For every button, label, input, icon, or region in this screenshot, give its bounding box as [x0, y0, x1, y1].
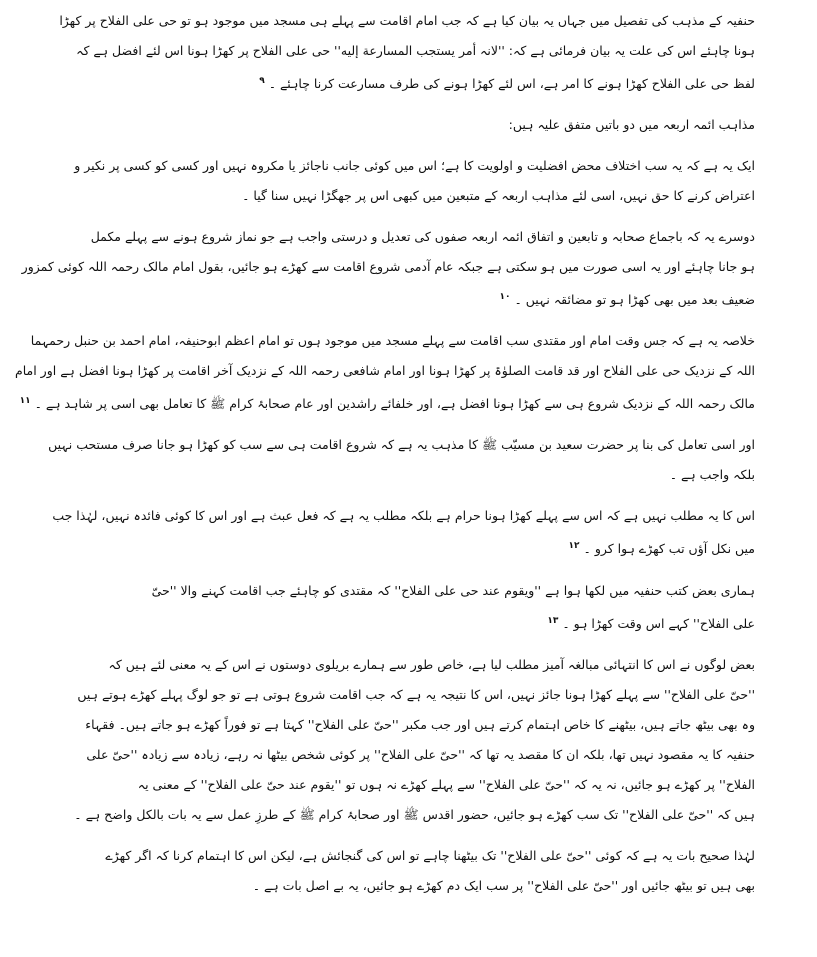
paragraph — [52, 501, 755, 564]
footnote-ref: ۱۱ — [19, 396, 31, 407]
text-line: اس کا یہ مطلب نہیں ہے کہ اس سے پہلے کھڑا ہونا حرام ہے بلکہ مطلب یہ ہے کہ فعل عبث ہے اور اس کا کوئی فائدہ نہیں، لہٰذا جب — [52, 508, 755, 524]
text-line — [62, 606, 755, 639]
text-line: ہیں کہ ''حیّ علی الفلاح'' تک سب کھڑے ہو جائیں، حضور اقدس ﷺ اور صحابۂ کرام ﷺ کے طرزِ عمل سے یہ بات بالکل واضح ہے ۔ — [74, 806, 755, 822]
text-line: ''حیّ علی الفلاح'' سے پہلے کھڑا ہونا جائز نہیں، اس کا نتیجہ یہ ہے کہ جب اقامت شروع ہوتی ہے تو جو لوگ پہلے کھڑے ہوتے ہیں — [77, 686, 755, 702]
text-line-content: لفظ حی علی الفلاح کھڑا ہونے کا امر ہے، اس لئے کھڑا ہونے کی طرف مسارعت کرنا چاہئے ۔ — [268, 76, 755, 92]
text-line: مذاہب ائمہ اربعہ میں دو باتیں متفق علیہ ہیں: — [508, 117, 755, 133]
paragraph — [62, 576, 755, 639]
text-line: لہٰذا صحیح بات یہ ہے کہ کوئی ''حیّ علی الفلاح'' تک بیٹھنا چاہے تو اس کی گنجائش ہے، لیکن اس کا اہتمام کرنا کہ اگر کھڑے — [105, 847, 755, 863]
text-line: بھی ہیں تو بیٹھ جائیں اور ''حیّ علی الفلاح'' پر سب ایک دم کھڑے ہو جائیں، یہ بے اصل بات ہے ۔ — [252, 877, 755, 893]
text-line: وہ بھی بیٹھ جاتے ہیں، بیٹھنے کا خاص اہتمام کرتے ہیں اور جب مکبر ''حیّ علی الفلاح'' کہتا ہے تو فوراً کھڑے ہو جاتے ہیں۔ فقہاء — [85, 716, 755, 732]
footnote-ref: ۹ — [259, 76, 265, 86]
text-line — [62, 282, 755, 315]
paragraph — [21, 222, 755, 315]
text-line-content: علی الفلاح'' کہے اس وقت کھڑا ہو ۔ — [562, 615, 755, 631]
text-line: ہو جانا چاہئے اور یہ اسی صورت میں ہو سکتی ہے جبکہ عام آدمی شروع اقامت سے کھڑے ہو جائیں، بقول امام مالک رحمہ اللہ کوئی کمزور — [21, 259, 755, 275]
paragraph — [62, 841, 755, 901]
text-line: ہماری بعض کتب حنفیہ میں لکھا ہوا ہے ''ویقوم عند حی علی الفلاح'' کہ مقتدی کو چاہئے جب اقامت کہنے والا ''حیّ — [151, 582, 755, 598]
text-line: حنفیہ کے مذہب کی تفصیل میں جہاں یہ بیان کیا ہے کہ جب امام اقامت سے پہلے ہی مسجد میں موجود ہو تو حی علی الفلاح پر کھڑا — [59, 13, 755, 28]
paragraph — [62, 650, 755, 830]
text-line — [19, 386, 755, 419]
text-line: ایک یہ ہے کہ یہ سب اختلاف محض افضلیت و اولویت کا ہے؛ اس میں کوئی جانب ناجائز یا مکروہ نہیں اور کسی کو کسی پر نکیر و — [74, 158, 755, 174]
paragraph — [59, 6, 755, 99]
text-line — [62, 66, 755, 99]
text-line-content: میں نکل آؤں تب کھڑے ہوا کرو ۔ — [583, 541, 755, 557]
paragraph — [62, 151, 755, 211]
text-line: اللہ کے نزدیک حی علی الفلاح اور قد قامت الصلوٰۃ پر کھڑا ہونا اور امام شافعی رحمہ اللہ کے نزدیک آخر اقامت پر کھڑا ہونا افضل ہے اور امام — [14, 363, 755, 379]
text-line: بعض لوگوں نے اس کا انتہائی مبالغہ آمیز مطلب لیا ہے، خاص طور سے ہمارے بریلوی دوستوں نے اس کے یہ معنی لئے ہیں کہ — [108, 656, 755, 672]
text-line — [62, 531, 755, 564]
paragraph — [62, 110, 755, 140]
text-line: حنفیہ کا یہ مقصود نہیں تھا، بلکہ ان کا مقصد یہ تھا کہ ''حیّ علی الفلاح'' پر کوئی شخص بیٹھا نہ رہے، زیادہ سے زیادہ ''حیّ علی — [86, 746, 755, 762]
text-line: ہونا چاہئے اس کی علت یہ بیان فرمائی ہے کہ: ''لانہ أمر یستجب المسارعة إليه'' حی علی الفلاح پر کھڑا ہونا اس لئے افضل ہے کہ — [76, 43, 755, 58]
text-line-content: ضعیف بعد میں بھی کھڑا ہو تو مضائقہ نہیں ۔ — [514, 292, 755, 308]
footnote-ref: ۱۰ — [499, 292, 511, 303]
text-line: دوسرے یہ کہ باجماع صحابہ و تابعین و اتفاق ائمہ اربعہ صفوں کی تعدیل و درستی واجب ہے جو نماز شروع ہونے سے پہلے مکمل — [90, 229, 755, 245]
text-line: بلکہ واجب ہے ۔ — [669, 467, 755, 483]
footnote-ref: ۱۳ — [547, 615, 559, 626]
text-line: خلاصہ یہ ہے کہ جس وقت امام اور مقتدی سب اقامت سے پہلے مسجد میں موجود ہوں تو امام اعظم ابوحنیفہ، امام احمد بن حنبل رحمہما — [30, 333, 755, 349]
footnote-ref: ۱۲ — [568, 541, 580, 552]
text-line: الفلاح'' پر کھڑے ہو جائیں، نہ یہ کہ ''حیّ علی الفلاح'' سے پہلے کھڑے نہ ہوں تو ''یقوم عند حیّ علی الفلاح'' کے معنی یہ — [137, 776, 755, 792]
text-line: اور اسی تعامل کی بنا پر حضرت سعید بن مسیّب ﷺ کا مذہب یہ ہے کہ شروع اقامت ہی سے سب کو کھڑا ہو جانا صرف مستحب نہیں — [48, 437, 755, 453]
paragraph — [48, 430, 755, 490]
text-line: اعتراض کرنے کا حق نہیں، اسی لئے مذاہب اربعہ کے متبعین میں کبھی اس پر جھگڑا نہیں سنا گیا ۔ — [242, 188, 755, 204]
text-line-content: مالک رحمہ اللہ کے نزدیک شروع ہی سے کھڑا ہونا افضل ہے، اور خلفائے راشدین اور عام صحابۂ کرام ﷺ کا تعامل بھی اسی پر شاہد ہے ۔ — [34, 396, 755, 412]
paragraph — [14, 326, 755, 419]
